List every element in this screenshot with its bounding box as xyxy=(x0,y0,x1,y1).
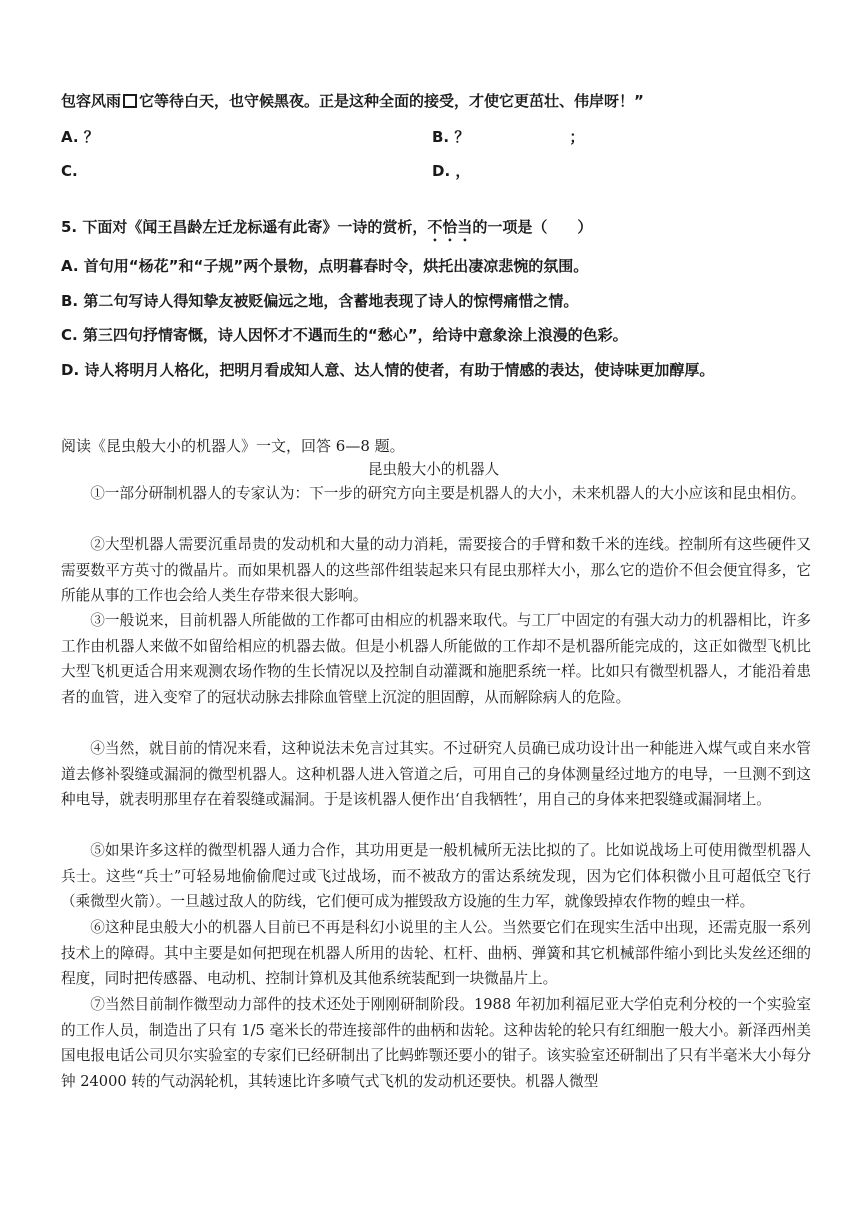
q5-option-a: A. 首句用“杨花”和“子规”两个景物，点明暮春时令，烘托出凄凉悲惋的氛围。 xyxy=(61,257,589,275)
line-text-end: 它等待白天，也守候黑夜。正是这种全面的接受，才使它更茁壮、伟岸呀！” xyxy=(139,92,644,110)
q4-option-c: C. xyxy=(61,162,78,180)
q5-stem-before: 5. 下面对《闻王昌龄左迁龙标遥有此寄》一诗的赏析， xyxy=(61,218,428,236)
article-paragraph-5: ⑤如果许多这样的微型机器人通力合作，其功用更是一般机械所无法比拟的了。比如说战场上可使用微型机器人兵士。这些“兵士”可轻易地偷偷爬过或飞过战场，而不被敌方的雷达系统发现，因为它们体积微小且可超低空飞行（乘微型火箭）。一旦越过敌人的防线，它们便可成为摧毁敌方设施的生力军，就像毁掉农作物的蝗虫一样。 xyxy=(61,842,811,911)
q5-stem-emphasis: 不恰当 xyxy=(427,218,473,236)
q4-option-d: D. ， xyxy=(432,162,471,180)
q4-option-b-text: B. ？ xyxy=(432,128,470,146)
article-paragraph-4: ④当然，就目前的情况来看，这种说法未免言过其实。不过研究人员确已成功设计出一种能进入煤气或自来水管道去修补裂缝或漏洞的微型机器人。这种机器人进入管道之后，可用自己的身体测量经过地方的电导，一旦测不到这种电导，就表明那里存在着裂缝或漏洞。于是该机器人便作出‘自我牺牲’，用自己的身体来把裂缝或漏洞堵上。 xyxy=(61,740,811,809)
article-title: 昆虫般大小的机器人 xyxy=(367,461,500,478)
reading-instruction: 阅读《昆虫般大小的机器人》一文，回答 6—8 题。 xyxy=(61,437,405,455)
article-paragraph-3: ③一般说来，目前机器人所能做的工作都可由相应的机器来取代。与工厂中固定的有强大动力的机器相比，许多工作由机器人来做不如留给相应的机器去做。但是小机器人所能做的工作却不是机器所能完成的，这正如微型飞机比大型飞机更适合用来观测农场作物的生长情况以及控制自动灌溉和施肥系统一样。比如只有微型机器人，才能沿着患者的血管，进入变窄了的冠状动脉去排除血管壁上沉淀的胆固醇，从而解除病人的危险。 xyxy=(61,612,811,706)
line-text-start: 包容风雨 xyxy=(61,92,122,110)
article-paragraph-2: ②大型机器人需要沉重昂贵的发动机和大量的动力消耗，需要接合的手臂和数千米的连线。控制所有这些硬件又需要数平方英寸的微晶片。而如果机器人的这些部件组装起来只有昆虫那样大小，那么它的造价不但会便宜得多，它所能从事的工作也会给人类生存带来很大影响。 xyxy=(61,536,811,605)
q5-stem-after: 的一项是（ ） xyxy=(472,218,593,236)
blank-box xyxy=(123,94,137,108)
q4-option-a: A. ？ xyxy=(61,128,99,146)
q5-option-d: D. 诗人将明月人格化，把明月看成知人意、达人情的使者，有助于情感的表达，使诗味更加醇厚。 xyxy=(61,361,715,379)
q5-option-c: C. 第三四句抒情寄慨，诗人因怀才不遇而生的“愁心”，给诗中意象涂上浪漫的色彩。 xyxy=(61,326,628,344)
article-paragraph-1: ①一部分研制机器人的专家认为：下一步的研究方向主要是机器人的大小，未来机器人的大小应该和昆虫相仿。 xyxy=(90,485,806,502)
q5-stem xyxy=(61,217,592,245)
q5-option-b: B. 第二句写诗人得知挚友被贬偏远之地，含蓄地表现了诗人的惊愕痛惜之情。 xyxy=(61,292,579,310)
poem-appreciation-line xyxy=(61,91,644,111)
article-paragraph-6: ⑥这种昆虫般大小的机器人目前已不再是科幻小说里的主人公。当然要它们在现实生活中出现，还需克服一系列技术上的障碍。其中主要是如何把现在机器人所用的齿轮、杠杆、曲柄、弹簧和其它机械部件缩小到比头发丝还细的程度，同时把传感器、电动机、控制计算机及其他系统装配到一块微晶片上。 xyxy=(61,919,811,988)
q4-option-b xyxy=(432,127,584,147)
q4-option-b-tail: ； xyxy=(569,128,585,146)
article-paragraph-7: ⑦当然目前制作微型动力部件的技术还处于刚刚研制阶段。1988 年初加利福尼亚大学伯克利分校的一个实验室的工作人员，制造出了只有 1/5 毫米长的带连接部件的曲柄和齿轮。这种齿轮的轮只有红细胞一般大小。新泽西州美国电报电话公司贝尔实验室的专家们已经研制出了比蚂蚱颚还要小的钳子。该实验室还研制出了只有半毫米大小每分钟 24000 转的气动涡轮机，其转速比许多喷气式飞机的发动机还要快。机器人微型 xyxy=(61,996,811,1090)
